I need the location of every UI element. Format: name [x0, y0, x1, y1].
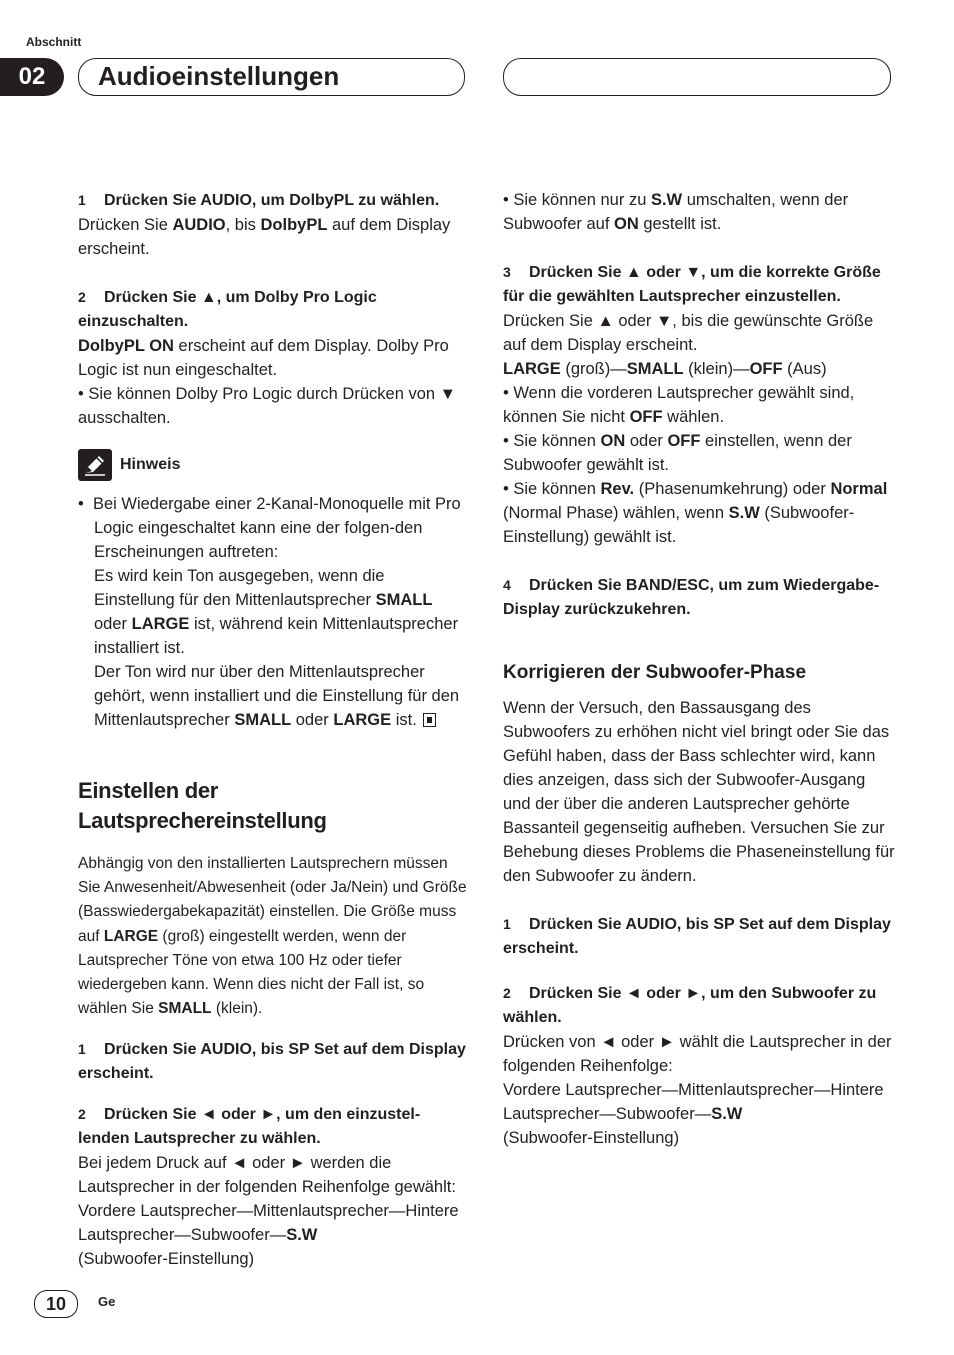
hinweis-body: • Bei Wiedergabe einer 2-Kanal-Monoquelle mit Pro Logic eingeschaltet kann eine der folgen-den Erscheinungen auftreten: Es wird kein Ton ausgegeben, wenn die Einstellung für den Mittenlautsprecher SMALL oder LARGE ist, während kein Mittenlautsprecher installiert ist. Der Ton wird nur über den Mittenlautsprecher gehört, wenn installiert und die Einstellung für den Mittenlautsprecher SMALL oder LARGE ist. — [78, 495, 461, 729]
step-select-dolbypl: 1 Drücken Sie AUDIO, um DolbyPL zu wählen. — [78, 192, 440, 209]
step-speaker-size: 3 Drücken Sie ▲ oder ▼, um die korrekte Größe für die gewählten Lautsprecher einzustellen. — [503, 264, 881, 305]
chapter-number: 02 — [0, 58, 64, 96]
bullet-note: • Sie können ON oder OFF einstellen, wenn der Subwoofer gewählt ist. — [503, 432, 852, 474]
step-body: Drücken von ◄ oder ► wählt die Lautsprecher in der folgenden Reihenfolge: — [503, 1033, 892, 1075]
bullet-note: • Wenn die vorderen Lautsprecher gewählt sind, können Sie nicht OFF wählen. — [503, 384, 855, 426]
left-column — [78, 188, 468, 1271]
section-heading-subwoofer-phase: Korrigieren der Subwoofer-Phase — [503, 662, 807, 683]
step-return-display: 4 Drücken Sie BAND/ESC, um zum Wiedergabe-Display zurückzukehren. — [503, 577, 880, 618]
step-body: Bei jedem Druck auf ◄ oder ► werden die Lautsprecher in der folgenden Reihenfolge gewählt: — [78, 1154, 456, 1197]
step-sp-set: 1 Drücken Sie AUDIO, bis SP Set auf dem Display erscheint. — [503, 916, 891, 957]
step-choose-subwoofer: 2 Drücken Sie ◄ oder ►, um den Subwoofer zu wählen. — [503, 985, 877, 1026]
end-mark-icon — [423, 713, 436, 727]
subwoofer-phase-intro: Wenn der Versuch, den Bassausgang des Subwoofers zu erhöhen nicht viel bringt oder Sie das Gefühl haben, dass der Bass schlechter wird, kann dies anzeigen, dass sich der Subwoofer-Ausgang und der über die anderen Lautsprecher gehörte Bassanteil gegenseitig aufheben. Versuchen Sie zur Behebung dieses Problems die Phaseneinstellung für den Subwoofer zu ändern. — [503, 699, 895, 885]
size-options: LARGE (groß)—SMALL (klein)—OFF (Aus) — [503, 360, 827, 378]
bullet-note: • Sie können nur zu S.W umschalten, wenn der Subwoofer auf ON gestellt ist. — [503, 191, 849, 233]
page-number: 10 — [34, 1290, 78, 1318]
speaker-setup-intro: Abhängig von den installierten Lautsprechern müssen Sie Anwesenheit/Abwesenheit (oder Ja/Nein) und Größe (Basswiedergabekapazität) einstellen. Die Größe muss auf LARGE (groß) eingestellt werden, wenn der Lautsprecher Töne von etwa 100 Hz oder tiefer wiedergeben kann. Wenn dies nicht der Fall ist, so wählen Sie SMALL (klein). — [78, 855, 467, 1018]
right-column — [503, 188, 895, 1150]
chapter-title: Audioeinstellungen — [98, 61, 340, 91]
pencil-note-icon — [78, 449, 112, 481]
step-dolby-on: 2 Drücken Sie ▲, um Dolby Pro Logic einzuschalten. — [78, 289, 377, 330]
step-body: Drücken Sie ▲ oder ▼, bis die gewünschte Größe auf dem Display erscheint. — [503, 312, 874, 354]
bullet-note: • Sie können Dolby Pro Logic durch Drücken von ▼ ausschalten. — [78, 385, 456, 427]
step-body: Drücken Sie AUDIO, bis DolbyPL auf dem Display erscheint. — [78, 216, 451, 258]
step-body: DolbyPL ON erscheint auf dem Display. Dolby Pro Logic ist nun eingeschaltet. — [78, 337, 449, 379]
speaker-sequence: Vordere Lautsprecher—Mittenlautsprecher—Hintere Lautsprecher—Subwoofer—S.W (Subwoofer-Einstellung) — [78, 1202, 459, 1269]
hinweis-heading — [78, 448, 468, 482]
hinweis-label: Hinweis — [120, 456, 181, 473]
language-code: Ge — [98, 1294, 116, 1309]
step-sp-set: 1 Drücken Sie AUDIO, bis SP Set auf dem Display erscheint. — [78, 1041, 466, 1083]
section-label: Abschnitt — [26, 35, 82, 49]
bullet-note: • Sie können Rev. (Phasenumkehrung) oder Normal (Normal Phase) wählen, wenn S.W (Subwoofer-Einstellung) gewählt ist. — [503, 480, 888, 546]
step-choose-speaker: 2 Drücken Sie ◄ oder ►, um den einzustel-lenden Lautsprecher zu wählen. — [78, 1106, 421, 1148]
section-heading-speaker-setup: Einstellen der Lautsprechereinstellung — [78, 778, 327, 833]
speaker-sequence: Vordere Lautsprecher—Mittenlautsprecher—Hintere Lautsprecher—Subwoofer—S.W (Subwoofer-Einstellung) — [503, 1081, 884, 1147]
chapter-title-frame-right — [503, 58, 891, 96]
